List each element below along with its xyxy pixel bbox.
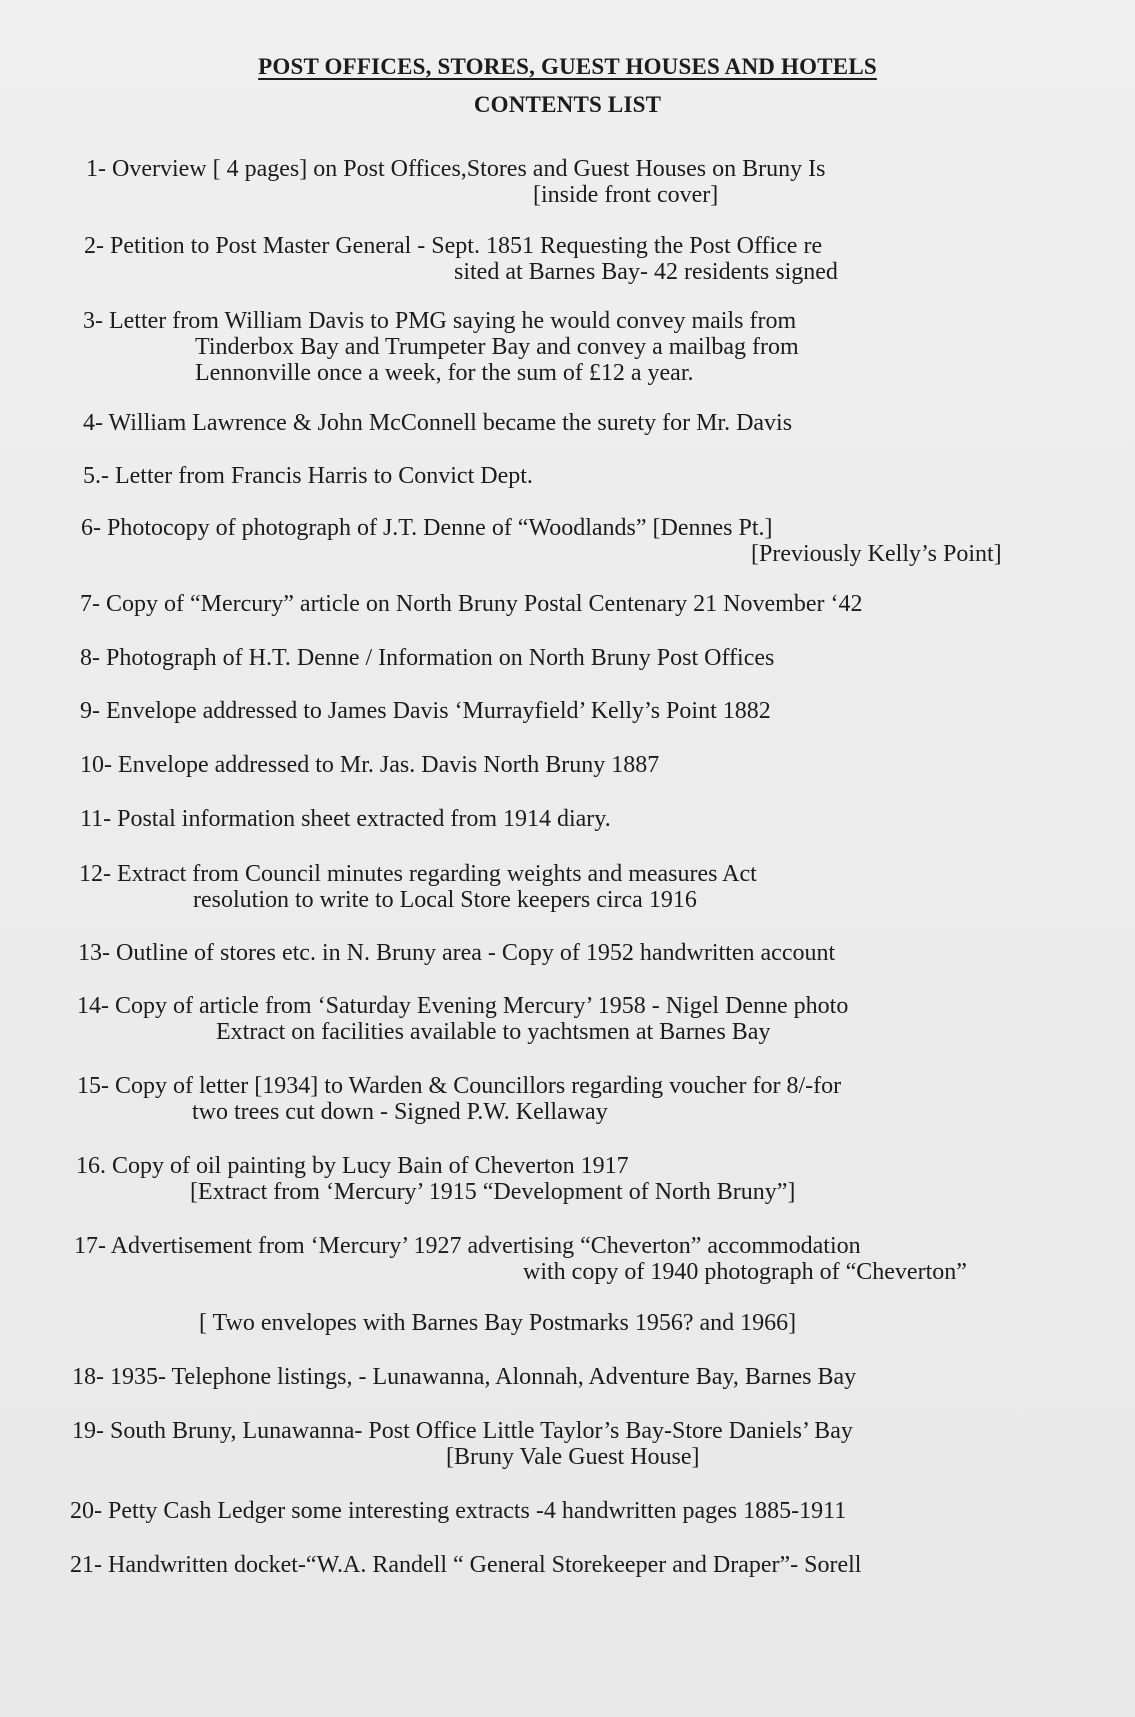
contents-item-14-cont: Extract on facilities available to yachtsmen at Barnes Bay [216,1019,771,1045]
contents-item-10: 10- Envelope addressed to Mr. Jas. Davis North Bruny 1887 [80,752,660,778]
contents-item-5: 5.- Letter from Francis Harris to Convict Dept. [83,463,533,489]
page-title: POST OFFICES, STORES, GUEST HOUSES AND HOTELS [258,54,877,79]
contents-item-3: 3- Letter from William Davis to PMG saying he would convey mails from [83,308,797,334]
contents-item-4: 4- William Lawrence & John McConnell became the surety for Mr. Davis [83,410,793,436]
contents-item-3-cont-1: Tinderbox Bay and Trumpeter Bay and convey a mailbag from [195,334,799,360]
contents-item-14: 14- Copy of article from ‘Saturday Evening Mercury’ 1958 - Nigel Denne photo [77,993,849,1019]
contents-item-21: 21- Handwritten docket-“W.A. Randell “ General Storekeeper and Draper”- Sorell [70,1552,862,1578]
contents-item-17: 17- Advertisement from ‘Mercury’ 1927 advertising “Cheverton” accommodation [74,1233,861,1259]
contents-item-6: 6- Photocopy of photograph of J.T. Denne of “Woodlands” [Dennes Pt.] [81,515,773,541]
contents-item-8: 8- Photograph of H.T. Denne / Information on North Bruny Post Offices [80,645,775,671]
contents-item-20: 20- Petty Cash Ledger some interesting extracts -4 handwritten pages 1885-1911 [70,1498,847,1524]
contents-item-16-cont: [Extract from ‘Mercury’ 1915 “Development of North Bruny”] [190,1179,796,1205]
contents-item-2: 2- Petition to Post Master General - Sept. 1851 Requesting the Post Office re [84,233,823,259]
contents-item-18: 18- 1935- Telephone listings, - Lunawanna, Alonnah, Adventure Bay, Barnes Bay [72,1364,857,1390]
contents-item-15: 15- Copy of letter [1934] to Warden & Councillors regarding voucher for 8/-for [77,1073,842,1099]
contents-note-envelopes: [ Two envelopes with Barnes Bay Postmarks 1956? and 1966] [199,1310,797,1336]
contents-item-9: 9- Envelope addressed to James Davis ‘Murrayfield’ Kelly’s Point 1882 [80,698,771,724]
contents-item-17-cont: with copy of 1940 photograph of “Cheverton” [523,1259,967,1285]
page-subtitle: CONTENTS LIST [473,92,662,117]
contents-item-19-cont: [Bruny Vale Guest House] [446,1444,700,1470]
contents-item-3-cont-2: Lennonville once a week, for the sum of £12 a year. [195,360,694,386]
contents-item-12-cont: resolution to write to Local Store keepers circa 1916 [193,887,697,913]
contents-item-16: 16. Copy of oil painting by Lucy Bain of Cheverton 1917 [76,1153,629,1179]
contents-item-1-cont: [inside front cover] [533,182,719,208]
contents-item-13: 13- Outline of stores etc. in N. Bruny area - Copy of 1952 handwritten account [78,940,836,966]
contents-item-6-cont: [Previously Kelly’s Point] [751,541,1002,567]
contents-item-15-cont: two trees cut down - Signed P.W. Kellaway [192,1099,608,1125]
contents-item-11: 11- Postal information sheet extracted from 1914 diary. [80,806,611,832]
contents-item-2-cont: sited at Barnes Bay- 42 residents signed [454,259,838,285]
contents-item-19: 19- South Bruny, Lunawanna- Post Office Little Taylor’s Bay-Store Daniels’ Bay [72,1418,853,1444]
contents-item-12: 12- Extract from Council minutes regarding weights and measures Act [79,861,757,887]
contents-item-7: 7- Copy of “Mercury” article on North Bruny Postal Centenary 21 November ‘42 [80,591,863,617]
contents-item-1: 1- Overview [ 4 pages] on Post Offices,Stores and Guest Houses on Bruny Is [86,156,826,182]
